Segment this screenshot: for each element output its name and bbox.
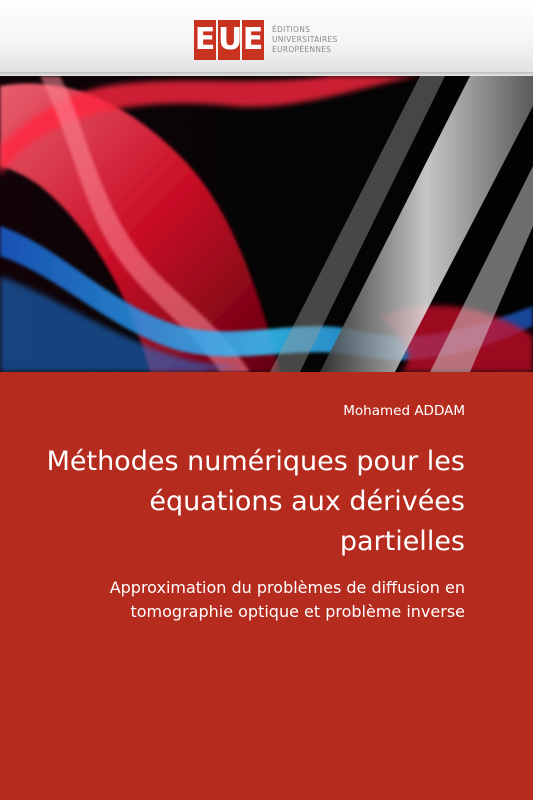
cover-artwork <box>0 76 533 372</box>
logo-letter: U <box>218 20 240 60</box>
logo-letter: E <box>242 20 264 60</box>
logo-mark <box>194 20 266 60</box>
publisher-line: UNIVERSITAIRES <box>272 35 338 44</box>
book-title: Méthodes numériques pour les équations aux dérivées partielles <box>46 446 465 557</box>
logo-letter: E <box>194 20 216 60</box>
abstract-light-art <box>0 76 533 372</box>
book-subtitle: Approximation du problèmes de diffusion en tomographie optique et problème inverse <box>109 578 465 621</box>
publisher-logo <box>194 19 338 61</box>
publisher-name <box>272 25 338 55</box>
publisher-header <box>0 0 533 72</box>
book-author: Mohamed ADDAM <box>343 403 465 419</box>
publisher-line: ÉDITIONS <box>272 25 311 34</box>
publisher-line: EUROPÉENNES <box>272 45 332 54</box>
